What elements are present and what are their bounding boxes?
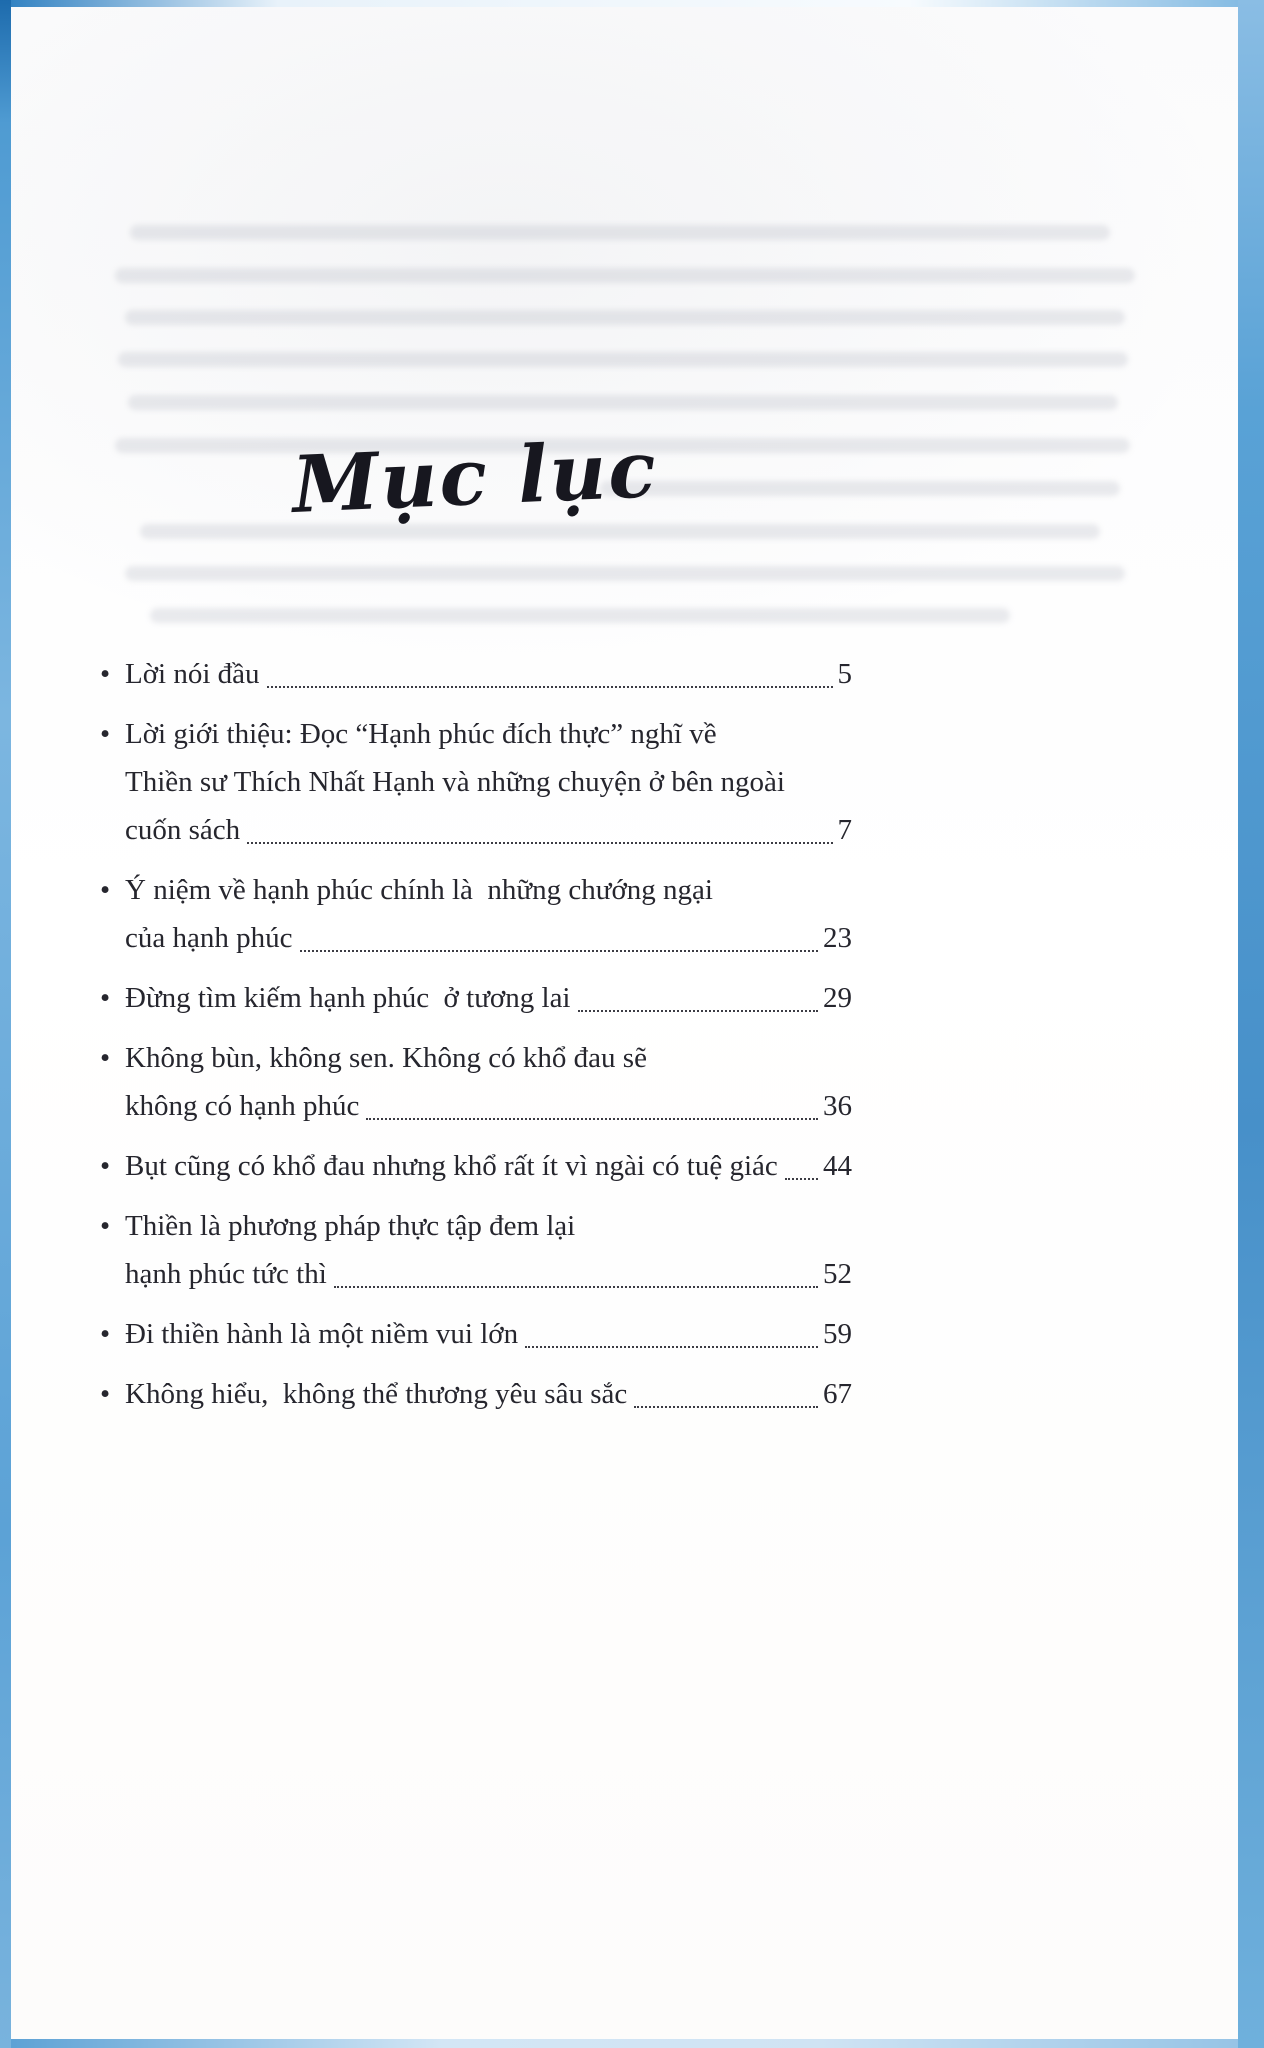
toc-entry-body bbox=[125, 1034, 852, 1130]
toc-entry-body bbox=[125, 1370, 852, 1418]
dotted-leader bbox=[334, 1286, 818, 1288]
page-title: Mục lục bbox=[290, 424, 660, 531]
bullet-icon: • bbox=[100, 658, 111, 690]
bullet-icon: • bbox=[100, 982, 111, 1014]
toc-entry-lastline bbox=[125, 806, 852, 854]
toc-entry-body bbox=[125, 1310, 852, 1358]
bleedthrough-line bbox=[125, 566, 1125, 581]
toc-entry-page-number: 59 bbox=[823, 1318, 852, 1350]
bullet-icon: • bbox=[100, 1210, 111, 1242]
dotted-leader bbox=[366, 1118, 818, 1120]
book-edge-top bbox=[0, 0, 1264, 7]
dotted-leader bbox=[634, 1406, 818, 1408]
toc-entry-text: Bụt cũng có khổ đau nhưng khổ rất ít vì ngài có tuệ giác bbox=[125, 1150, 778, 1182]
toc-entry-body bbox=[125, 1142, 852, 1190]
bullet-icon: • bbox=[100, 1378, 111, 1410]
toc-entry-lastline bbox=[125, 974, 852, 1022]
toc-entry bbox=[100, 1370, 852, 1418]
toc-entry bbox=[100, 1310, 852, 1358]
toc-entry-page-number: 67 bbox=[823, 1378, 852, 1410]
toc-entry-page-number: 36 bbox=[823, 1090, 852, 1122]
bullet-icon: • bbox=[100, 718, 111, 750]
book-edge-left bbox=[0, 0, 11, 2048]
toc-entry bbox=[100, 1202, 852, 1298]
toc-entry-text: cuốn sách bbox=[125, 814, 241, 846]
toc-entry-line: Ý niệm về hạnh phúc chính là những chướng ngại bbox=[125, 874, 713, 906]
toc-entry-body bbox=[125, 974, 852, 1022]
toc-entry-body bbox=[125, 650, 852, 698]
bleedthrough-line bbox=[118, 352, 1128, 367]
book-edge-right bbox=[1238, 0, 1264, 2048]
toc-entry-body bbox=[125, 1202, 852, 1298]
toc-entry-page-number: 29 bbox=[823, 982, 852, 1014]
toc-entry-line: Lời giới thiệu: Đọc “Hạnh phúc đích thực” nghĩ về bbox=[125, 718, 717, 750]
bleedthrough-line bbox=[130, 225, 1110, 240]
toc-entry bbox=[100, 710, 852, 854]
bleedthrough-line bbox=[125, 310, 1125, 325]
toc-entry-page-number: 44 bbox=[823, 1150, 852, 1182]
toc-entry-lastline bbox=[125, 914, 852, 962]
bullet-icon: • bbox=[100, 1150, 111, 1182]
bleedthrough-line bbox=[115, 268, 1135, 283]
toc-entry-page-number: 7 bbox=[837, 814, 852, 846]
toc-entry-line: Thiền là phương pháp thực tập đem lại bbox=[125, 1210, 576, 1242]
toc-entry-lastline bbox=[125, 650, 852, 698]
dotted-leader bbox=[578, 1010, 819, 1012]
bullet-icon: • bbox=[100, 874, 111, 906]
toc-entry-lastline bbox=[125, 1370, 852, 1418]
toc-entry-text: Lời nói đầu bbox=[125, 658, 260, 690]
toc-entry-text: Đừng tìm kiếm hạnh phúc ở tương lai bbox=[125, 982, 571, 1014]
toc-entry-page-number: 5 bbox=[837, 658, 852, 690]
toc-entry-page-number: 23 bbox=[823, 922, 852, 954]
toc-entry-text: không có hạnh phúc bbox=[125, 1090, 360, 1122]
toc-entry-lastline bbox=[125, 1250, 852, 1298]
toc-entry bbox=[100, 650, 852, 698]
bullet-icon: • bbox=[100, 1318, 111, 1350]
toc-entry-text: của hạnh phúc bbox=[125, 922, 293, 954]
toc-entry bbox=[100, 974, 852, 1022]
dotted-leader bbox=[525, 1346, 818, 1348]
book-edge-bottom bbox=[0, 2039, 1264, 2048]
dotted-leader bbox=[785, 1178, 818, 1180]
toc-entry-page-number: 52 bbox=[823, 1258, 852, 1290]
bleedthrough-line bbox=[128, 395, 1118, 410]
dotted-leader bbox=[300, 950, 819, 952]
toc-entry-line: Không bùn, không sen. Không có khổ đau sẽ bbox=[125, 1042, 647, 1074]
toc-entry-lastline bbox=[125, 1082, 852, 1130]
toc-entry-text: hạnh phúc tức thì bbox=[125, 1258, 327, 1290]
table-of-contents bbox=[100, 650, 852, 1430]
toc-entry-line: Thiền sư Thích Nhất Hạnh và những chuyện ở bên ngoài bbox=[125, 766, 785, 798]
toc-entry-body bbox=[125, 710, 852, 854]
toc-entry bbox=[100, 1142, 852, 1190]
dotted-leader bbox=[247, 842, 832, 844]
bleedthrough-line bbox=[150, 608, 1010, 623]
bullet-icon: • bbox=[100, 1042, 111, 1074]
toc-entry-lastline bbox=[125, 1142, 852, 1190]
toc-entry-lastline bbox=[125, 1310, 852, 1358]
toc-entry bbox=[100, 866, 852, 962]
toc-entry-text: Không hiểu, không thể thương yêu sâu sắc bbox=[125, 1378, 628, 1410]
toc-entry bbox=[100, 1034, 852, 1130]
toc-entry-text: Đi thiền hành là một niềm vui lớn bbox=[125, 1318, 519, 1350]
dotted-leader bbox=[267, 686, 833, 688]
toc-entry-body bbox=[125, 866, 852, 962]
